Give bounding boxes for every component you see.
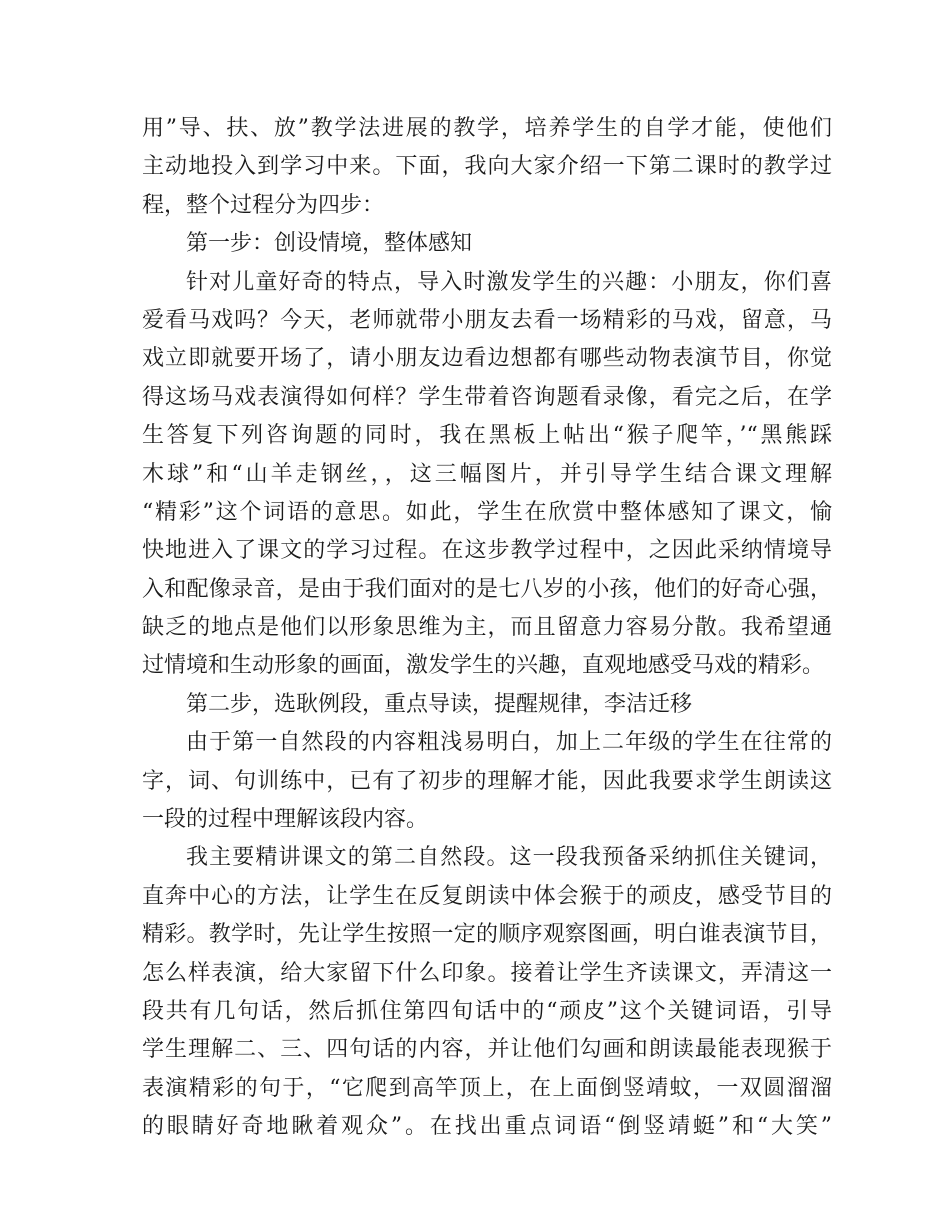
text-line: 精彩。教学时，先让学生按照一定的顺序观察图画，明白谁表演节目， (142, 922, 832, 948)
text-line: 学生理解二、三、四句话的内容，并让他们勾画和朗读最能表现猴于 (142, 1037, 832, 1063)
text-line: 由于第一自然段的内容粗浅易明白，加上二年级的学生在往常的 (186, 730, 832, 756)
text-line: 表演精彩的句于，“它爬到高竿顶上，在上面倒竖靖蚊，一双圆溜溜 (142, 1075, 832, 1101)
text-line: 生答复下列咨询题的同时，我在黑板上帖出“猴子爬竿，’“黑熊踩 (142, 423, 832, 449)
text-line: 木球”和“山羊走钢丝，，这三幅图片，并引导学生结合课文理解 (142, 461, 832, 487)
text-line: 过情境和生动形象的画面，激发学生的兴趣，直观地感受马戏的精彩。 (142, 653, 825, 679)
text-line: 程，整个过程分为四步： (142, 192, 385, 218)
text-line: 缺乏的地点是他们以形象思维为主，而且留意力容易分散。我希望通 (142, 615, 832, 641)
text-line: 第二步，选耿例段，重点导读，提醒规律，李洁迁移 (186, 691, 693, 717)
text-line: 戏立即就要开场了，请小朋友边看边想都有哪些动物表演节目，你觉 (142, 346, 832, 372)
text-line: 怎么样表演，给大家留下什么印象。接着让学生齐读课文，弄清这一 (142, 960, 832, 986)
text-line: 字，词、句训练中，已有了初步的理解才能，因此我要求学生朗读这 (142, 768, 832, 794)
text-line: 用”导、扶、放”教学法进展的教学，培养学生的自学才能，使他们 (142, 116, 832, 141)
text-line: 我主要精讲课文的第二自然段。这一段我预备采纳抓住关键词， (186, 845, 832, 871)
text-line: 主动地投入到学习中来。下面，我向大家介绍一下第二课时的教学过 (142, 154, 832, 180)
text-line: 的眼睛好奇地瞅着观众”。在找出重点词语“倒竖靖蜓”和“大笑” (142, 1114, 832, 1140)
text-line: 爱看马戏吗？今天，老师就带小朋友去看一场精彩的马戏，留意，马 (142, 307, 832, 333)
text-line: “精彩”这个词语的意思。如此，学生在欣赏中整体感知了课文，愉 (142, 499, 832, 525)
document-body (142, 110, 832, 1147)
text-line: 直奔中心的方法，让学生在反复朗读中体会猴于的顽皮，感受节目的 (142, 883, 832, 909)
text-line: 入和配像录音，是由于我们面对的是七八岁的小孩，他们的好奇心强， (142, 576, 832, 602)
text-line: 得这场马戏表演得如何样？学生带着咨询题看录像，看完之后，在学 (142, 384, 832, 410)
text-line: 针对儿童好奇的特点，导入时激发学生的兴趣：小朋友，你们喜 (186, 269, 832, 295)
text-line: 快地进入了课文的学习过程。在这步教学过程中，之因此采纳情境导 (142, 538, 832, 564)
text-line: 第一步：创设情境，整体感知 (186, 231, 473, 257)
text-line: 一段的过程中理解该段内容。 (142, 807, 429, 833)
text-line: 段共有几句话，然后抓住第四旬话中的“顽皮”这个关键词语，引导 (142, 998, 832, 1024)
